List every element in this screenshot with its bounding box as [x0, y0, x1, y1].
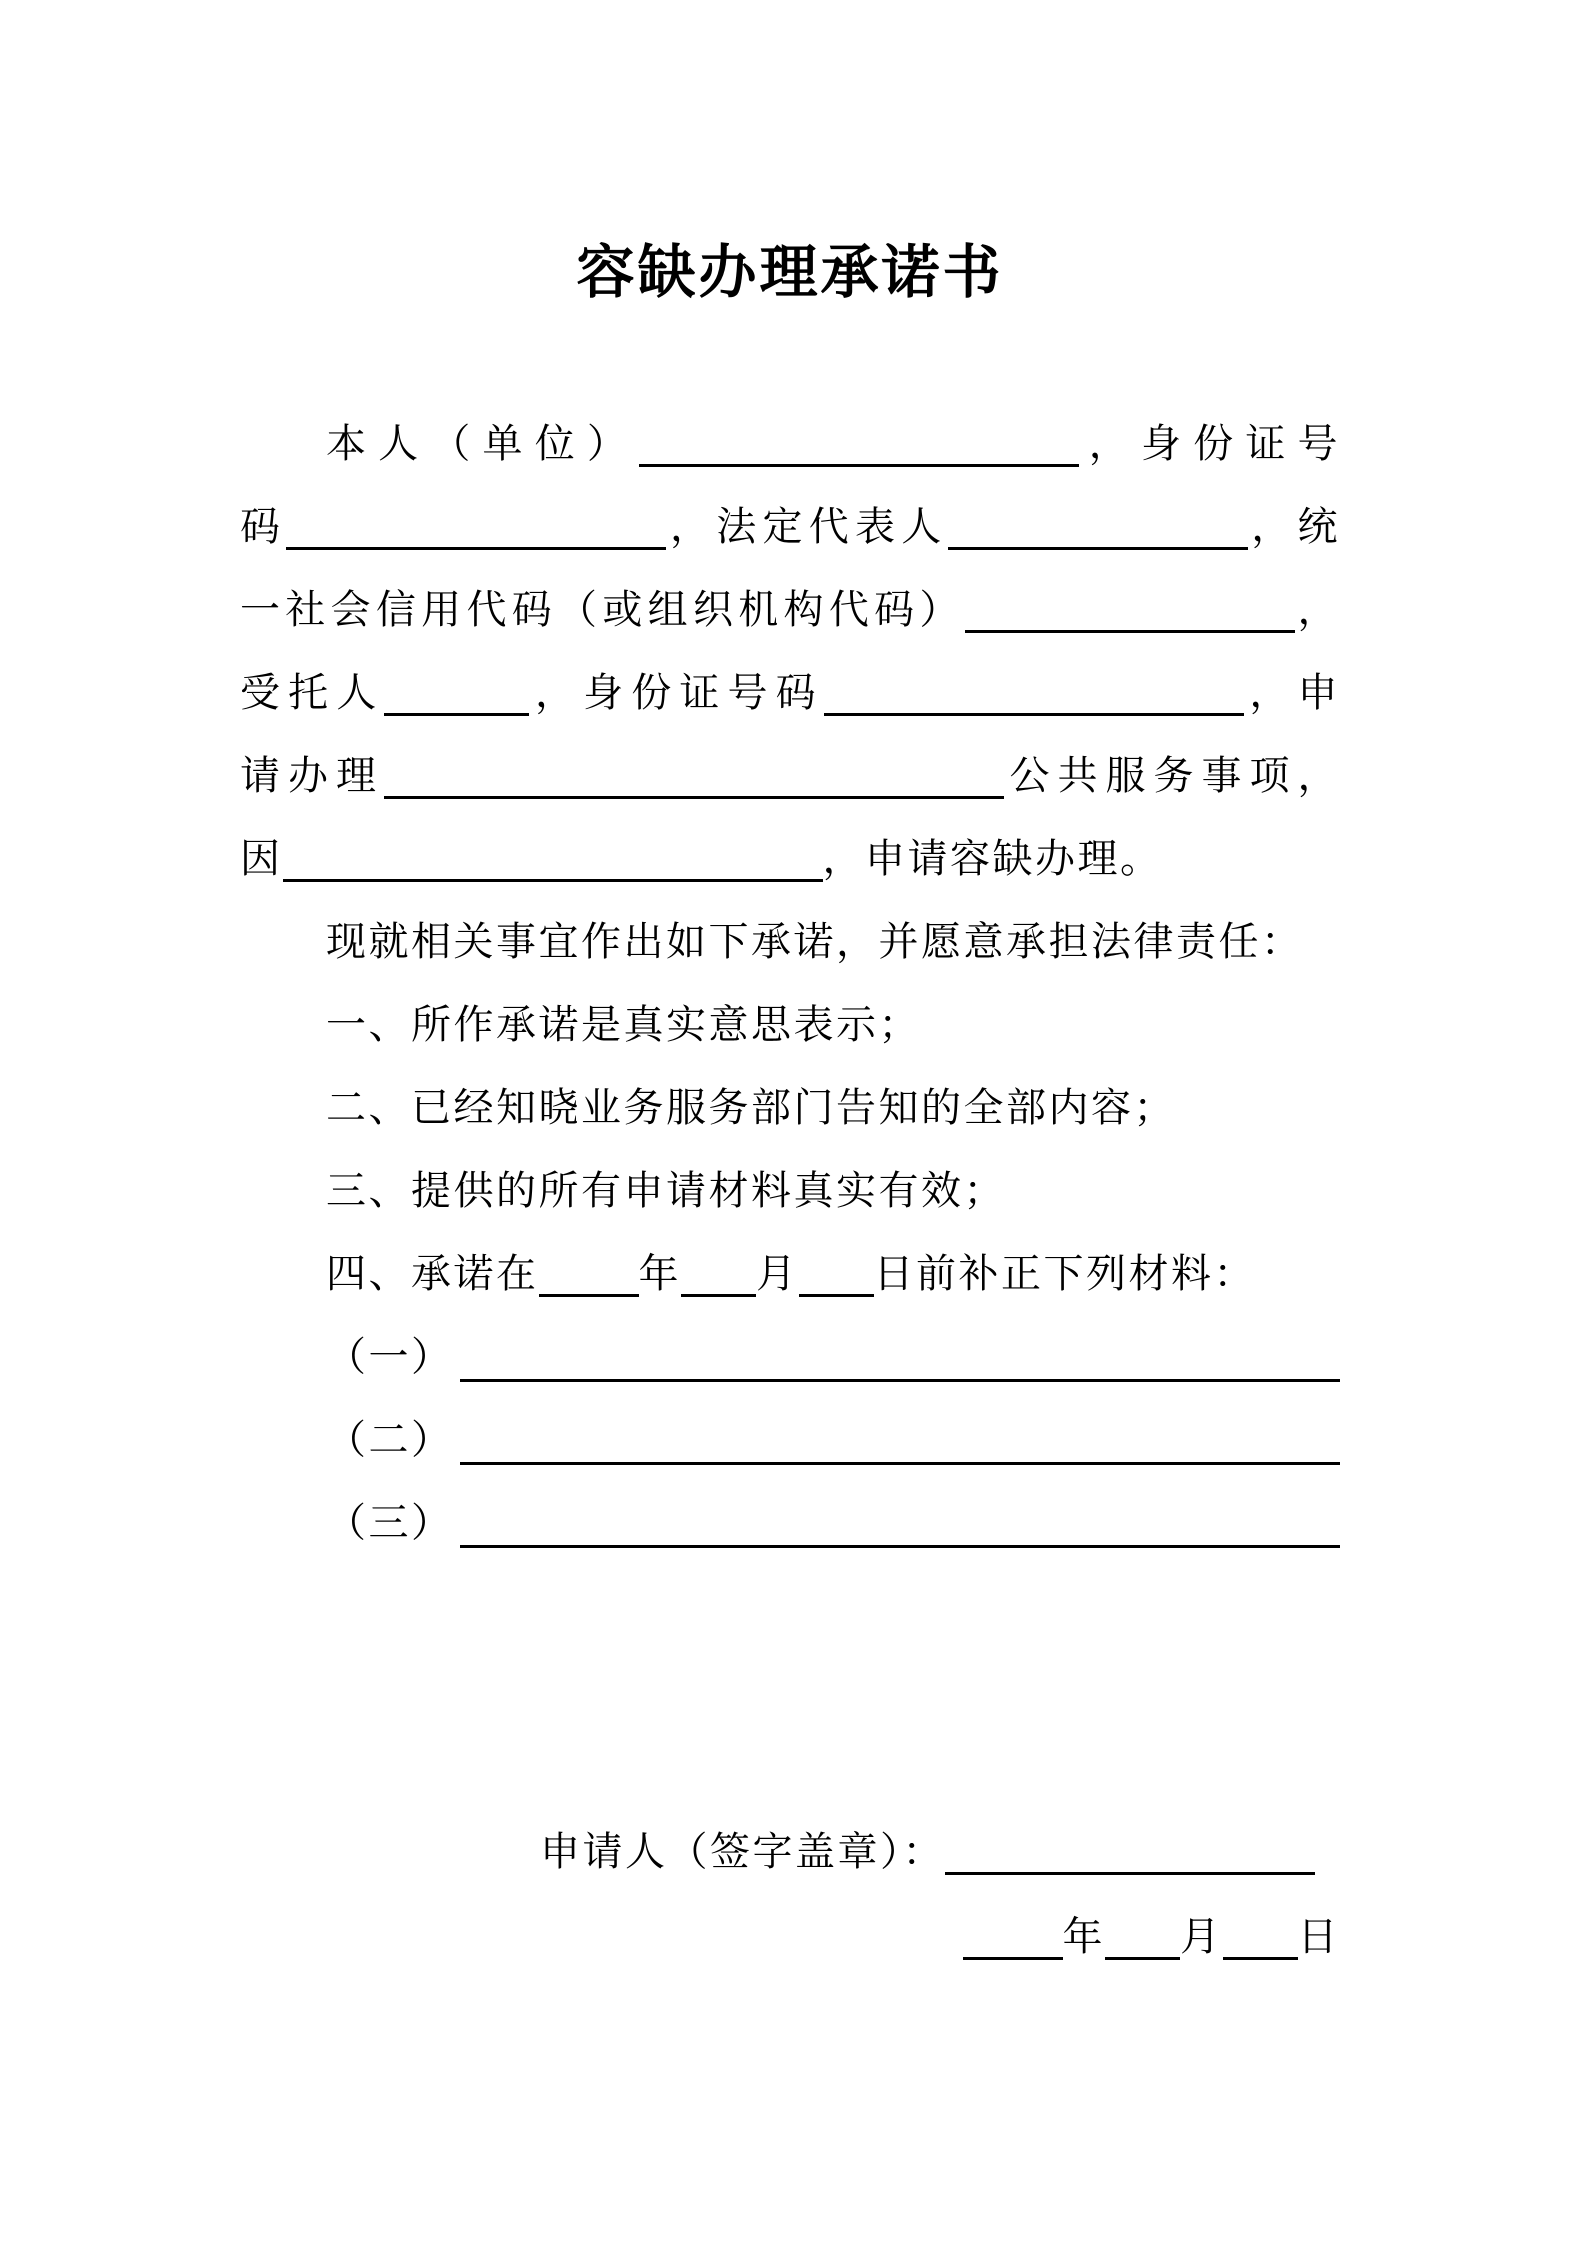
text-run: 一、所作承诺是真实意思表示；: [326, 1002, 921, 1047]
form-line-13: [240, 1398, 1340, 1481]
text-run: 受托人: [240, 670, 385, 715]
blank-underline: [384, 712, 529, 716]
form-line-2: [240, 485, 1340, 568]
text-run: 码: [240, 504, 287, 549]
form-line-6: [240, 817, 1340, 900]
signature-line: [240, 1810, 1340, 1894]
form-line-4: [240, 651, 1340, 734]
form-line-14: [240, 1481, 1340, 1564]
blank-underline: [681, 1293, 756, 1297]
signature-block: [240, 1810, 1340, 1980]
text-run: 年: [1062, 1914, 1105, 1959]
form-line-10: [240, 1149, 1340, 1232]
blank-underline: [460, 1398, 1341, 1465]
text-run: ，申请容缺办理。: [822, 836, 1163, 881]
form-line-1: [240, 402, 1340, 485]
blank-underline: [460, 1481, 1341, 1548]
text-run: ，法定代表人: [666, 504, 948, 549]
blank-underline: [539, 1293, 639, 1297]
text-run: （三）: [326, 1500, 454, 1545]
blank-underline: [384, 795, 1004, 799]
text-run: 现就相关事宜作出如下承诺，并愿意承担法律责任：: [326, 919, 1304, 964]
blank-underline: [799, 1293, 874, 1297]
text-run: （二）: [326, 1417, 454, 1462]
text-run: 月: [1180, 1914, 1223, 1959]
text-run: ，申: [1243, 670, 1340, 715]
text-run: 月: [756, 1251, 799, 1296]
text-run: 请办理: [240, 753, 384, 798]
form-line-3: [240, 568, 1340, 651]
text-run: 年: [638, 1251, 681, 1296]
form-line-11: [240, 1232, 1340, 1315]
blank-underline: [948, 546, 1248, 550]
blank-underline: [1105, 1956, 1180, 1960]
blank-underline: [945, 1871, 1315, 1875]
date-line: [240, 1894, 1340, 1980]
form-line-7: [240, 900, 1340, 983]
text-run: 申请人（签字盖章）：: [540, 1829, 945, 1874]
text-run: ，统: [1247, 504, 1340, 549]
text-run: ，身份证号: [1079, 421, 1341, 466]
text-run: ，身份证号码: [529, 670, 824, 715]
blank-underline: [283, 878, 823, 882]
text-run: 二、已经知晓业务服务部门告知的全部内容；: [326, 1085, 1176, 1130]
text-run: 四、承诺在: [326, 1251, 539, 1296]
form-line-9: [240, 1066, 1340, 1149]
document-body: [240, 402, 1340, 1564]
blank-underline: [1223, 1956, 1298, 1960]
blank-underline: [963, 1956, 1063, 1960]
form-line-12: [240, 1315, 1340, 1398]
form-line-8: [240, 983, 1340, 1066]
blank-underline: [286, 546, 666, 550]
text-run: 公共服务事项，: [1004, 753, 1340, 798]
blank-underline: [460, 1315, 1341, 1382]
blank-underline: [639, 463, 1079, 467]
blank-underline: [824, 712, 1244, 716]
text-run: 因: [240, 836, 283, 881]
text-run: ，: [1294, 587, 1341, 632]
text-run: 日前补正下列材料：: [873, 1251, 1256, 1296]
text-run: 日: [1297, 1914, 1340, 1959]
document-title: 容缺办理承诺书: [576, 240, 1004, 305]
blank-underline: [965, 629, 1295, 633]
form-line-5: [240, 734, 1340, 817]
text-run: （一）: [326, 1334, 454, 1379]
text-run: 本人（单位）: [326, 421, 640, 466]
text-run: 三、提供的所有申请材料真实有效；: [326, 1168, 1006, 1213]
text-run: 一社会信用代码（或组织机构代码）: [240, 587, 965, 632]
